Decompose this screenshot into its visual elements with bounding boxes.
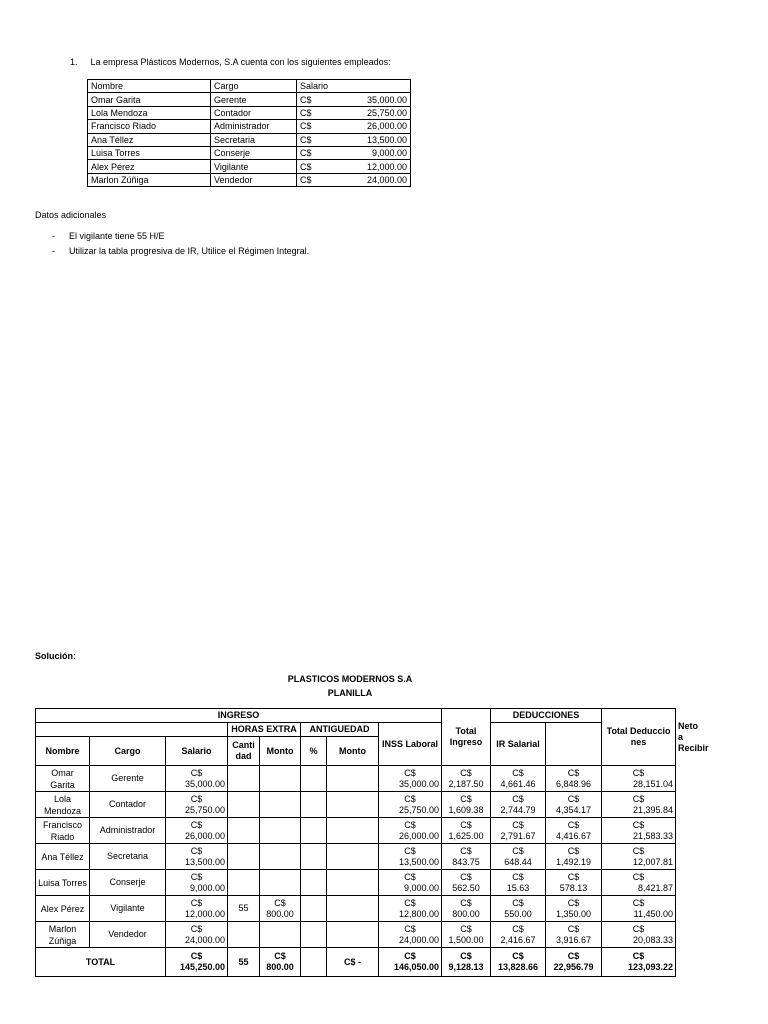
- header-total-deducciones: Total Deduccio nes: [602, 709, 676, 766]
- total-neto-value: 123,093.22: [627, 962, 674, 972]
- cell-inss-value: 1,609.38: [448, 804, 484, 815]
- currency-label: C$: [567, 819, 580, 830]
- cell-total-ingreso-value: 35,000.00: [398, 778, 440, 789]
- question-number: 1.: [70, 57, 78, 67]
- table-row: [36, 844, 676, 870]
- cell-neto-value: 11,450.00: [633, 908, 674, 919]
- bullet-text: El vigilante tiene 55 H/E: [69, 231, 165, 241]
- cell-salario-value: 26,000.00: [184, 830, 225, 841]
- payroll-title: PLANILLA: [327, 688, 373, 698]
- cell-cargo: Vigilante: [211, 160, 297, 173]
- header-ir: IR Salarial: [491, 723, 546, 766]
- cell-neto-value: 21,395.84: [632, 804, 674, 815]
- cell-salario-value: 13,500.00: [184, 856, 225, 867]
- total-monto-antiguedad: C$ -: [327, 948, 379, 977]
- cell-salario: 26,000.00: [341, 120, 411, 133]
- currency-label: C$: [190, 923, 203, 934]
- currency-label: C$: [512, 871, 524, 882]
- cell-cargo: Vendedor: [211, 173, 297, 186]
- cell-porcentaje: [301, 766, 327, 792]
- currency-label: C$: [512, 897, 524, 908]
- cell-cargo: Contador: [90, 792, 166, 818]
- cell-currency: C$: [297, 160, 342, 173]
- cell-nombre: Alex Pérez: [88, 160, 211, 173]
- currency-label: C$: [460, 819, 472, 830]
- group-antiguedad: ANTIGUEDAD: [301, 723, 379, 737]
- cell-monto-antiguedad: [327, 844, 379, 870]
- cell-total-ingreso-value: 24,000.00: [398, 934, 440, 945]
- cell-total-deducciones: [546, 766, 602, 792]
- currency-label: C$: [632, 951, 645, 961]
- cell-total-ingreso: [379, 766, 442, 792]
- currency-label: C$: [512, 793, 524, 804]
- cell-salario: [166, 844, 228, 870]
- currency-label: C$: [404, 845, 416, 856]
- cell-nombre: Ana Téllez: [88, 133, 211, 146]
- table-row: [88, 173, 411, 186]
- cell-salario-value: 35,000.00: [184, 778, 225, 789]
- cell-nombre: Omar Garita: [36, 766, 90, 792]
- total-salario: [166, 948, 228, 977]
- cell-salario: 35,000.00: [341, 93, 411, 106]
- question-1: [70, 57, 391, 67]
- currency-label: C$: [190, 767, 203, 778]
- cell-salario: [166, 870, 228, 896]
- cell-total-deducciones-value: 4,416.67: [556, 830, 592, 841]
- currency-label: C$: [512, 923, 524, 934]
- cell-salario-value: 24,000.00: [184, 934, 225, 945]
- cell-inss-value: 800.00: [452, 908, 480, 919]
- header-monto-antiguedad: Monto: [327, 737, 379, 766]
- cell-cargo: Administrador: [90, 818, 166, 844]
- total-ir: [491, 948, 546, 977]
- currency-label: C$: [404, 923, 416, 934]
- cell-total-deducciones-value: 6,848.96: [556, 778, 592, 789]
- cell-total-ingreso-value: 12,800.00: [398, 908, 440, 919]
- employees-table: [87, 79, 411, 187]
- currency-label: C$: [404, 871, 416, 882]
- cell-currency: C$: [297, 146, 342, 159]
- currency-label: C$: [632, 871, 645, 882]
- cell-inss-value: 1,625.00: [448, 830, 484, 841]
- total-monto-he-value: 800.00: [266, 962, 294, 972]
- currency-label: C$: [404, 951, 416, 961]
- cell-nombre: Marlon Zúñiga: [88, 173, 211, 186]
- cell-total-ingreso: [379, 896, 442, 922]
- currency-label: C$: [190, 845, 203, 856]
- cell-cargo: Vigilante: [90, 896, 166, 922]
- cell-salario-value: 12,000.00: [184, 908, 225, 919]
- total-row: [36, 948, 676, 977]
- cell-monto-he: [260, 792, 301, 818]
- cell-total-ingreso: [379, 818, 442, 844]
- cell-salario: 12,000.00: [341, 160, 411, 173]
- total-ingreso: [379, 948, 442, 977]
- cell-cargo: Gerente: [90, 766, 166, 792]
- currency-label: C$: [632, 793, 645, 804]
- cell-cargo: Secretaria: [90, 844, 166, 870]
- total-monto-he: [260, 948, 301, 977]
- table-row: [88, 120, 411, 133]
- cell-neto-value: 21,583.33: [632, 830, 674, 841]
- cell-nombre: Francisco Riado: [36, 818, 90, 844]
- cell-porcentaje: [301, 818, 327, 844]
- currency-label: C$: [404, 767, 416, 778]
- cell-inss: [442, 766, 491, 792]
- cell-monto-antiguedad: [327, 792, 379, 818]
- header-cantidad: Canti dad: [228, 737, 260, 766]
- cell-total-deducciones-value: 1,350.00: [556, 908, 592, 919]
- cell-salario-value: 25,750.00: [184, 804, 225, 815]
- group-horas-extra: HORAS EXTRA: [228, 723, 301, 737]
- cell-total-ingreso: [379, 870, 442, 896]
- cell-porcentaje: [301, 844, 327, 870]
- cell-salario: 13,500.00: [341, 133, 411, 146]
- currency-label: C$: [632, 897, 645, 908]
- header-salario: Salario: [297, 80, 411, 93]
- group-spacer: [36, 723, 228, 737]
- currency-label: C$: [274, 897, 286, 908]
- cell-cargo: Conserje: [211, 146, 297, 159]
- table-row: [88, 146, 411, 159]
- cell-inss-value: 1,500.00: [448, 934, 484, 945]
- cell-porcentaje: [301, 896, 327, 922]
- cell-inss: [442, 922, 491, 948]
- header-cargo: Cargo: [90, 737, 166, 766]
- currency-label: C$: [512, 845, 524, 856]
- cell-total-deducciones: [546, 818, 602, 844]
- header-porcentaje: %: [301, 737, 327, 766]
- cell-neto-value: 20,083.33: [632, 934, 674, 945]
- table-row: [88, 133, 411, 146]
- cell-inss: [442, 896, 491, 922]
- cell-inss-value: 843.75: [452, 856, 480, 867]
- cell-monto-antiguedad: [327, 818, 379, 844]
- cell-total-deducciones: [546, 844, 602, 870]
- currency-label: C$: [567, 793, 580, 804]
- payroll-table: INGRESO Total Ingreso DEDUCCIONES Total Deduccio nes Neto a Recibir HORAS EXTRA ANTIGUEDAD INSS Laboral IR Salarial Nombre Cargo Salario Canti dad Monto % Monto Omar Garita Gerente C$ 35,000.00 C$ 35,000.00 C$ 2,187.50 C$ 4,661.46 C$ 6,848.96 C$ 28,151.04 Lola Mendoza Contador C$ 25,750.00 C$ 25,750.00 C$ 1,609.38 C$ 2,744.79 C$ 4,354.17 C$ 21,395.84 Francisco Riado Administrador C$ 26,000.00 C$ 26,000.00 C$ 1,625.00 C$ 2,791.67 C$ 4,416.67 C$ 21,583.33 Ana Téllez Secretaria C$ 13,500.00 C$ 13,500.00 C$ 843.75 C$ 648.44 C$ 1,492.19 C$ 12,007.81 Luisa Torres Conserje C$ 9,000.00 C$ 9,000.00 C$ 562.50 C$ 15.63 C$ 578.13 C$ 8,421.87 Alex Pérez Vigilante C$ 12,000.00 55 C$ 800.00 C$ 12,800.00 C$ 800.00 C$ 550.00 C$ 1,350.00 C$ 11,450.00 Marlon Zúñiga Vendedor C$ 24,000.00 C$ 24,000.00 C$ 1,500.00 C$ 2,416.67 C$ 3,916.67 C$ 20,083.33 TOTAL C$ 145,250.00 55 C$ 800.00 C$ - C$ 146,050.00 C$ 9,128.13 C$ 13,828.66 C$ 22,956.79 C$ 123,093.22: [35, 708, 676, 977]
- cell-monto-antiguedad: [327, 766, 379, 792]
- cell-porcentaje: [301, 792, 327, 818]
- cell-neto-value: 12,007.81: [632, 856, 674, 867]
- cell-ir-value: 4,661.46: [500, 778, 536, 789]
- cell-ir-value: 2,791.67: [500, 830, 536, 841]
- table-row: [88, 160, 411, 173]
- cell-neto-value: 8,421.87: [637, 882, 674, 893]
- cell-ir-value: 2,744.79: [500, 804, 536, 815]
- cell-salario-value: 9,000.00: [189, 882, 225, 893]
- cell-monto-antiguedad: [327, 896, 379, 922]
- cell-nombre: Omar Garita: [88, 93, 211, 106]
- currency-label: C$: [567, 845, 580, 856]
- currency-label: C$: [632, 767, 645, 778]
- cell-cantidad: [228, 922, 260, 948]
- cell-monto-he: [260, 870, 301, 896]
- currency-label: C$: [460, 923, 472, 934]
- cell-ir: [491, 922, 546, 948]
- cell-currency: C$: [297, 120, 342, 133]
- cell-monto-he: [260, 896, 301, 922]
- cell-ir: [491, 870, 546, 896]
- cell-nombre: Lola Mendoza: [36, 792, 90, 818]
- cell-neto: [602, 870, 676, 896]
- total-salario-value: 145,250.00: [179, 962, 225, 972]
- cell-total-ingreso: [379, 792, 442, 818]
- currency-label: C$: [460, 767, 472, 778]
- bullet-text: Utilizar la tabla progresiva de IR, Utilice el Régimen Integral.: [69, 246, 310, 256]
- cell-cargo: Vendedor: [90, 922, 166, 948]
- cell-monto-he: [260, 922, 301, 948]
- currency-label: C$: [274, 951, 286, 961]
- header-nombre: Nombre: [88, 80, 211, 93]
- cell-total-ingreso-value: 26,000.00: [398, 830, 440, 841]
- cell-total-deducciones: [546, 922, 602, 948]
- currency-label: C$: [404, 819, 416, 830]
- currency-label: C$: [632, 819, 645, 830]
- currency-label: C$: [567, 923, 580, 934]
- cell-total-deducciones-value: 3,916.67: [556, 934, 592, 945]
- cell-inss: [442, 792, 491, 818]
- cell-nombre: Francisco Riado: [88, 120, 211, 133]
- cell-total-ingreso-value: 25,750.00: [398, 804, 440, 815]
- cell-total-deducciones: [546, 870, 602, 896]
- total-inss: [442, 948, 491, 977]
- currency-label: C$: [460, 897, 472, 908]
- cell-neto: [602, 818, 676, 844]
- currency-label: C$: [512, 819, 524, 830]
- cell-salario: [166, 818, 228, 844]
- header-total-ingreso: Total Ingreso: [442, 709, 491, 766]
- cell-neto: [602, 896, 676, 922]
- cell-nombre: Ana Téllez: [36, 844, 90, 870]
- cell-neto: [602, 922, 676, 948]
- cell-cantidad: [228, 766, 260, 792]
- cell-salario: 24,000.00: [341, 173, 411, 186]
- group-ingreso: INGRESO: [36, 709, 442, 723]
- currency-label: C$: [567, 897, 580, 908]
- cell-ir-value: 648.44: [504, 856, 532, 867]
- cell-inss: [442, 870, 491, 896]
- currency-label: C$: [404, 793, 416, 804]
- total-porcentaje: [301, 948, 327, 977]
- cell-salario: [166, 922, 228, 948]
- cell-salario: [166, 896, 228, 922]
- currency-label: C$: [632, 845, 645, 856]
- currency-label: C$: [190, 793, 203, 804]
- cell-total-deducciones-value: 1,492.19: [556, 856, 592, 867]
- cell-cantidad: [228, 844, 260, 870]
- total-ingreso-value: 146,050.00: [393, 962, 440, 972]
- currency-label: C$: [190, 951, 203, 961]
- cell-total-ingreso-value: 13,500.00: [398, 856, 440, 867]
- header-cargo: Cargo: [211, 80, 297, 93]
- cell-nombre: Lola Mendoza: [88, 106, 211, 119]
- cell-cargo: Gerente: [211, 93, 297, 106]
- cell-nombre: Alex Pérez: [36, 896, 90, 922]
- cell-total-deducciones: [546, 792, 602, 818]
- cell-inss-value: 562.50: [452, 882, 480, 893]
- cell-salario: 25,750.00: [341, 106, 411, 119]
- cell-ir-value: 550.00: [504, 908, 532, 919]
- company-title: PLASTICOS MODERNOS S.A: [287, 674, 413, 684]
- cell-salario: [166, 792, 228, 818]
- cell-ir-value: 2,416.67: [500, 934, 536, 945]
- cell-currency: C$: [297, 106, 342, 119]
- cell-currency: C$: [297, 93, 342, 106]
- cell-cantidad: [228, 818, 260, 844]
- solution-label: Solución:: [35, 651, 76, 661]
- table-row: [36, 818, 676, 844]
- table-row: [88, 106, 411, 119]
- currency-label: C$: [460, 793, 472, 804]
- cell-ir: [491, 844, 546, 870]
- cell-total-ingreso: [379, 844, 442, 870]
- currency-label: C$: [460, 871, 472, 882]
- cell-monto-he-value: 800.00: [266, 908, 294, 919]
- table-header-row: [88, 80, 411, 93]
- total-cantidad: 55: [228, 948, 260, 977]
- table-row: [36, 922, 676, 948]
- currency-label: C$: [460, 845, 472, 856]
- total-ir-value: 13,828.66: [497, 962, 539, 972]
- currency-label: C$: [567, 951, 580, 961]
- header-nombre: Nombre: [36, 737, 90, 766]
- cell-cargo: Secretaria: [211, 133, 297, 146]
- currency-label: C$: [404, 897, 416, 908]
- currency-label: C$: [190, 819, 203, 830]
- cell-cargo: Conserje: [90, 870, 166, 896]
- cell-neto-value: 28,151.04: [632, 778, 674, 789]
- total-neto: [602, 948, 676, 977]
- cell-total-deducciones-value: 4,354.17: [556, 804, 592, 815]
- header-monto: Monto: [260, 737, 301, 766]
- cell-monto-he: [260, 766, 301, 792]
- currency-label: C$: [190, 871, 203, 882]
- cell-nombre: Luisa Torres: [36, 870, 90, 896]
- currency-label: C$: [632, 923, 645, 934]
- cell-inss: [442, 818, 491, 844]
- cell-porcentaje: [301, 870, 327, 896]
- table-row: [36, 792, 676, 818]
- question-text: La empresa Plásticos Modernos, S.A cuenta con los siguientes empleados:: [90, 57, 391, 67]
- total-inss-value: 9,128.13: [448, 962, 484, 972]
- cell-cargo: Contador: [211, 106, 297, 119]
- cell-monto-he: [260, 844, 301, 870]
- currency-label: C$: [567, 871, 580, 882]
- table-row: [36, 896, 676, 922]
- currency-label: C$: [190, 897, 203, 908]
- cell-monto-antiguedad: [327, 870, 379, 896]
- cell-currency: C$: [297, 133, 342, 146]
- cell-cargo: Administrador: [211, 120, 297, 133]
- cell-cantidad: [228, 792, 260, 818]
- total-label: TOTAL: [36, 948, 166, 977]
- currency-label: C$: [512, 951, 524, 961]
- cell-total-deducciones-value: 578.13: [559, 882, 588, 893]
- cell-neto: [602, 844, 676, 870]
- currency-label: C$: [567, 767, 580, 778]
- cell-salario: [166, 766, 228, 792]
- cell-cantidad: [228, 870, 260, 896]
- additional-title: Datos adicionales: [35, 210, 107, 220]
- table-row: [36, 870, 676, 896]
- cell-neto: [602, 766, 676, 792]
- total-deducciones: [546, 948, 602, 977]
- cell-total-ingreso-value: 9,000.00: [403, 882, 440, 893]
- header-inss: INSS Laboral: [379, 723, 442, 766]
- table-row: [88, 93, 411, 106]
- cell-ir: [491, 818, 546, 844]
- cell-inss: [442, 844, 491, 870]
- cell-inss-value: 2,187.50: [448, 778, 484, 789]
- group-deducciones: DEDUCCIONES: [491, 709, 602, 723]
- cell-currency: C$: [297, 173, 342, 186]
- cell-ir: [491, 766, 546, 792]
- cell-total-ingreso: [379, 922, 442, 948]
- cell-salario: 9,000.00: [341, 146, 411, 159]
- cell-nombre: Marlon Zúñiga: [36, 922, 90, 948]
- bullet-item: - Utilizar la tabla progresiva de IR, Utilice el Régimen Integral.: [52, 246, 310, 256]
- cell-ir: [491, 792, 546, 818]
- cell-ir-value: 15.63: [506, 882, 530, 893]
- cell-total-deducciones: [546, 896, 602, 922]
- currency-label: C$: [512, 767, 524, 778]
- bullet-item: - El vigilante tiene 55 H/E: [52, 231, 165, 241]
- cell-cantidad: 55: [228, 896, 260, 922]
- cell-monto-antiguedad: [327, 922, 379, 948]
- cell-monto-he: [260, 818, 301, 844]
- total-deducciones-value: 22,956.79: [553, 962, 594, 972]
- currency-label: C$: [460, 951, 472, 961]
- cell-neto: [602, 792, 676, 818]
- cell-porcentaje: [301, 922, 327, 948]
- cell-nombre: Luisa Torres: [88, 146, 211, 159]
- cell-ir: [491, 896, 546, 922]
- header-salario: Salario: [166, 737, 228, 766]
- table-row: [36, 766, 676, 792]
